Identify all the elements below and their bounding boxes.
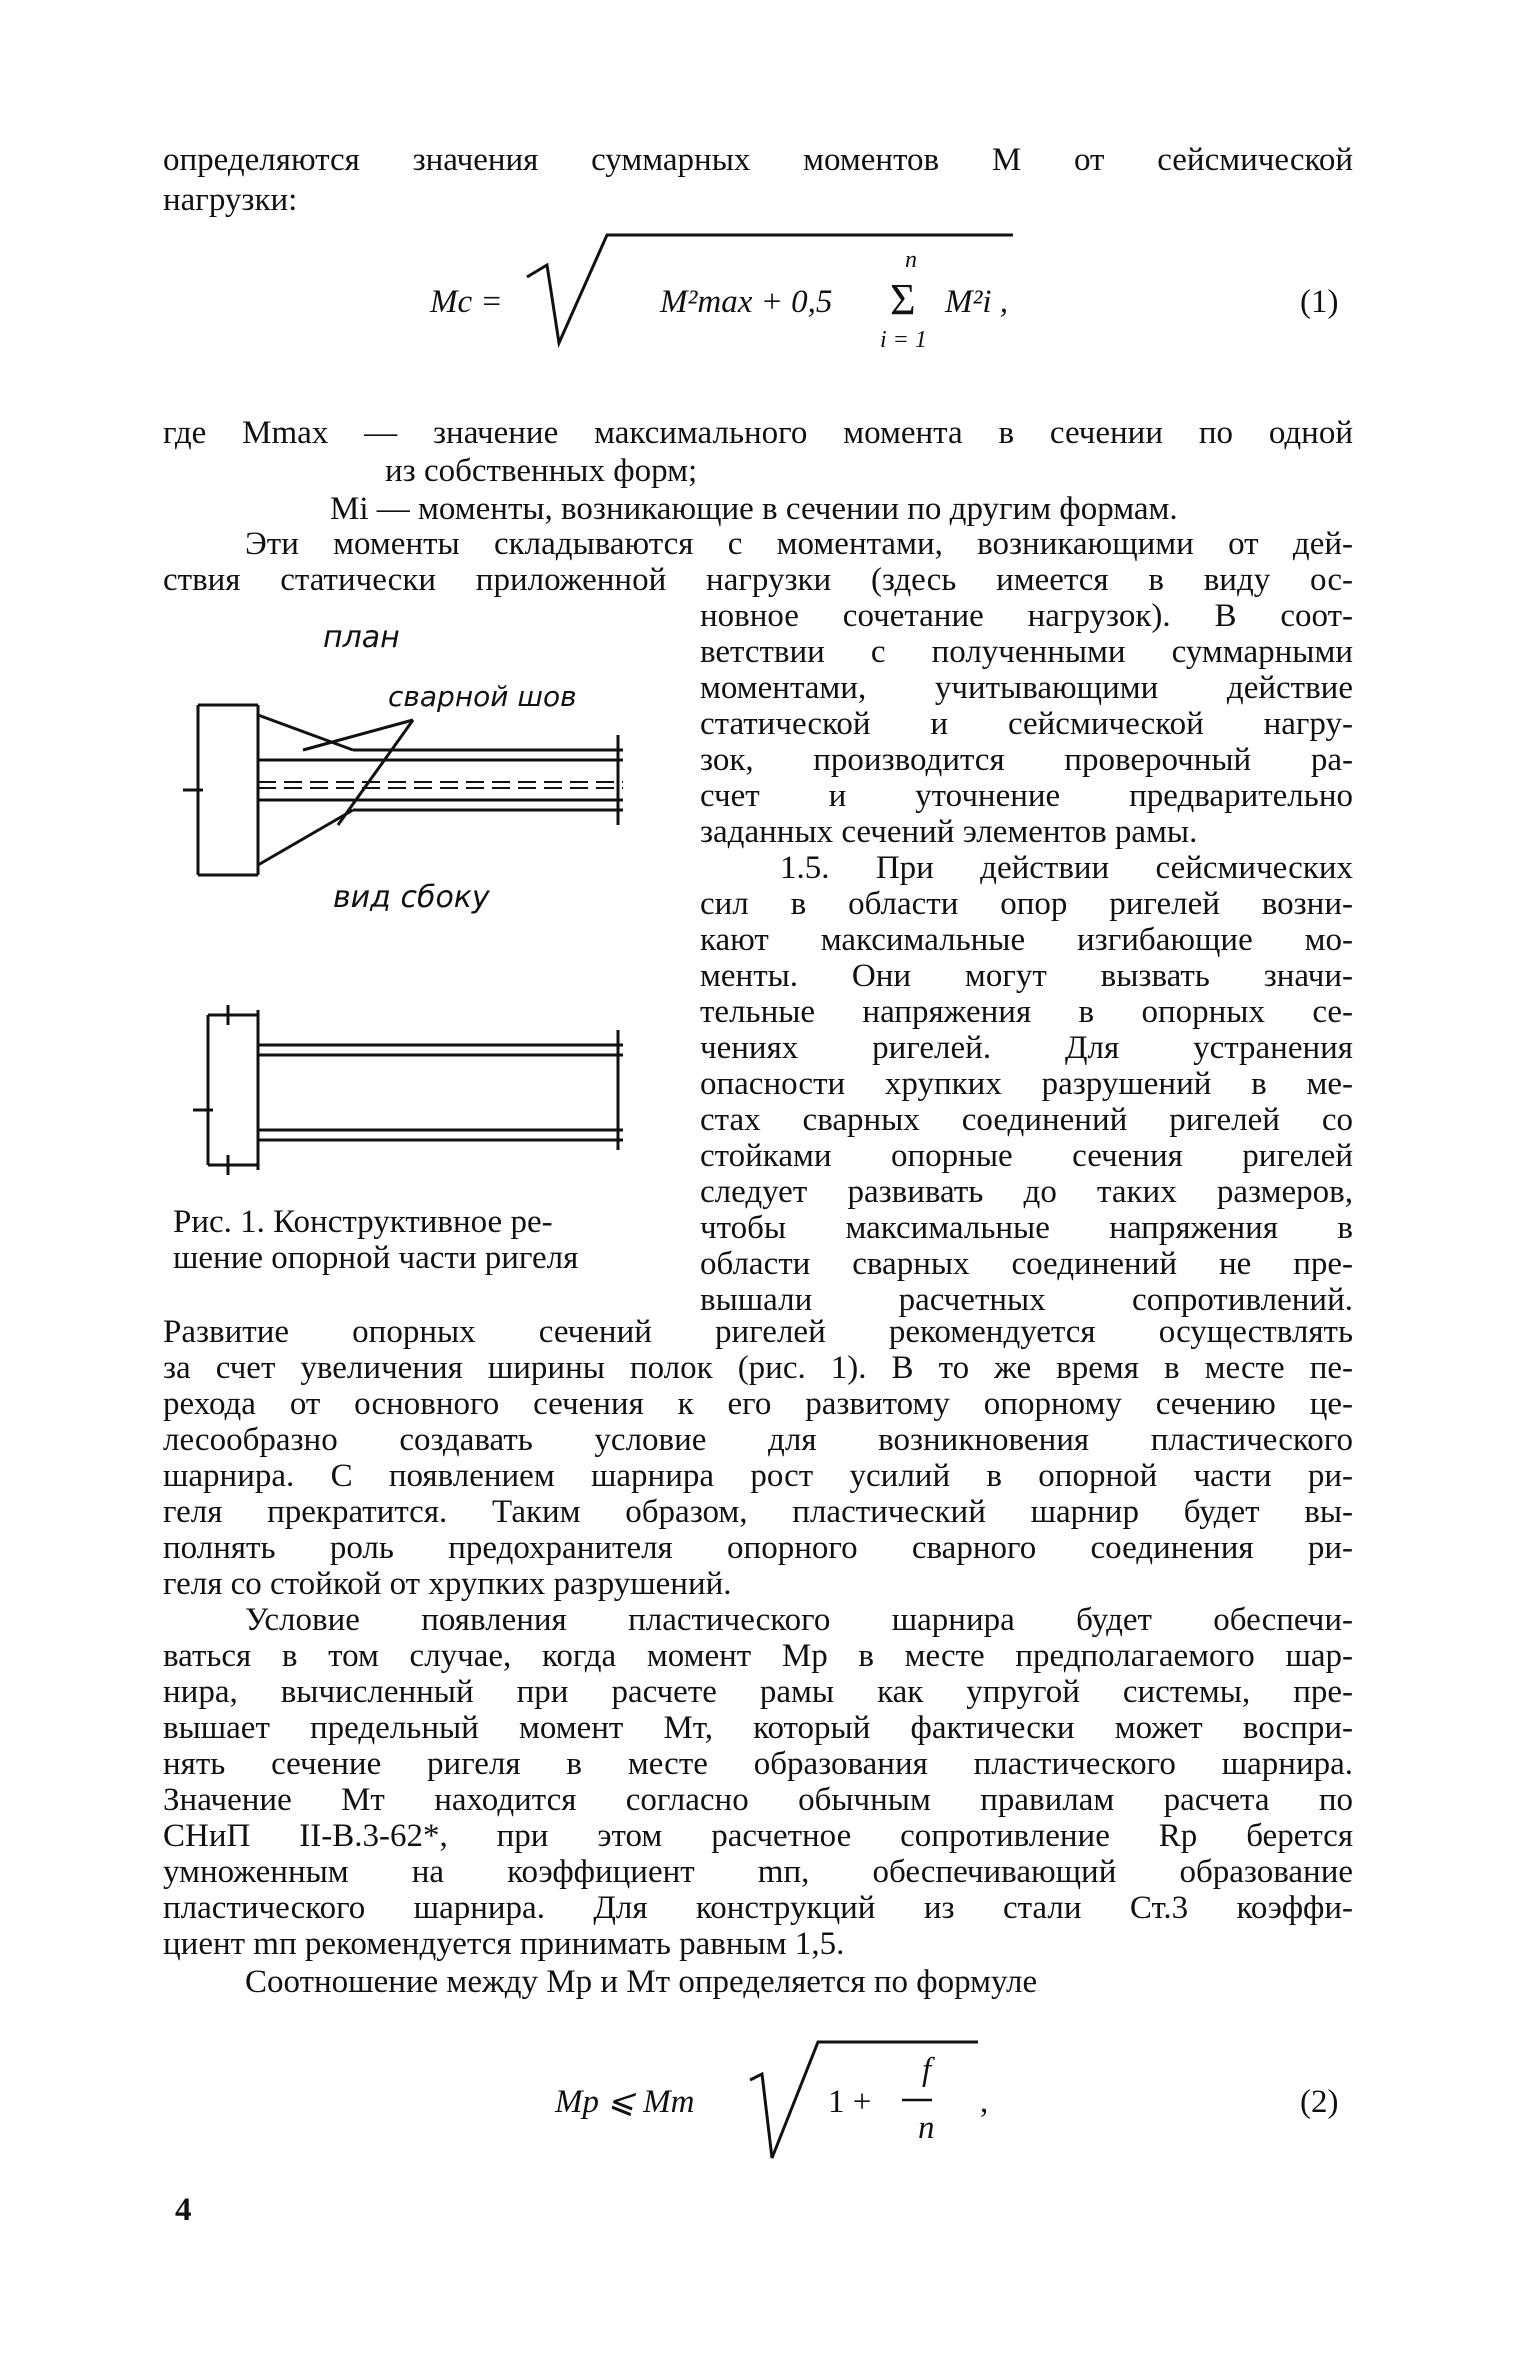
para2-line: за счет увеличения ширины полок (рис. 1). В то же время в месте пе- xyxy=(163,1350,1353,1386)
right-col-line: вышали расчетных сопротивлений. xyxy=(700,1282,1353,1318)
figure-1 xyxy=(163,610,683,1300)
beam-support-drawing xyxy=(163,610,683,1250)
label-plan: план xyxy=(323,620,400,655)
para2-line: геля прекратится. Таким образом, пластический шарнир будет вы- xyxy=(163,1494,1353,1530)
para3-line: умноженным на коэффициент mп, обеспечивающий образование xyxy=(163,1854,1353,1890)
label-weld: сварной шов xyxy=(388,680,577,713)
intro-line-2: нагрузки: xyxy=(163,182,298,218)
formula-2-one-plus: 1 + xyxy=(828,2084,872,2120)
formula-1-lhs: Mc = xyxy=(430,284,503,320)
right-col-line: менты. Они могут вызвать значи- xyxy=(700,958,1353,994)
formula-2-comma: , xyxy=(980,2084,989,2120)
right-col-line: счет и уточнение предварительно xyxy=(700,778,1353,814)
right-col-line: зок, производится проверочный ра- xyxy=(700,742,1353,778)
para2-line: полнять роль предохранителя опорного сварного соединения ри- xyxy=(163,1530,1353,1566)
right-col-line: моментами, учитывающими действие xyxy=(700,670,1353,706)
figure-caption-line-2: шение опорной части ригеля xyxy=(173,1240,579,1276)
right-col-line: ветствии с полученными суммарными xyxy=(700,634,1353,670)
formula-1-sum-upper: n xyxy=(905,247,917,273)
para3-line: ваться в том случае, когда момент Mp в месте предполагаемого шар- xyxy=(163,1638,1353,1674)
para3-line: вышает предельный момент Mт, который фактически может воспри- xyxy=(163,1710,1353,1746)
para3-line: СНиП II-В.3-62*, при этом расчетное сопротивление Rp берется xyxy=(163,1818,1353,1854)
side-view xyxy=(193,1005,623,1175)
section-1-5-heading-line: 1.5. При действии сейсмических xyxy=(780,850,1353,886)
formula-1-sum-symbol: Σ xyxy=(890,275,916,324)
formula-2-number: (2) xyxy=(1300,2084,1339,2120)
right-col-line: чениях ригелей. Для устранения xyxy=(700,1030,1353,1066)
para2-line: рехода от основного сечения к его развитому опорному сечению це- xyxy=(163,1386,1353,1422)
para2-line: лесообразно создавать условие для возникновения пластического xyxy=(163,1422,1353,1458)
formula-2 xyxy=(0,2030,1536,2170)
definition-mmax-cont: из собственных форм; xyxy=(385,453,698,489)
definition-mmax: где Mmax — значение максимального момента в сечении по одной xyxy=(163,415,1353,451)
right-col-line: сил в области опор ригелей возни- xyxy=(700,886,1353,922)
right-col-line: области сварных соединений не пре- xyxy=(700,1246,1353,1282)
para3-line: нира, вычисленный при расчете рамы как упругой системы, пре- xyxy=(163,1674,1353,1710)
para3-line: Условие появления пластического шарнира будет обеспечи- xyxy=(245,1602,1353,1638)
formula-1-number: (1) xyxy=(1300,284,1339,320)
right-col-line: чтобы максимальные напряжения в xyxy=(700,1210,1353,1246)
right-col-line: статической и сейсмической нагру- xyxy=(700,706,1353,742)
figure-caption-line-1: Рис. 1. Конструктивное ре- xyxy=(173,1204,553,1240)
para3-line: циент mп рекомендуется принимать равным 1,5. xyxy=(163,1926,845,1962)
para3-line: нять сечение ригеля в месте образования пластического шарнира. xyxy=(163,1746,1353,1782)
right-col-line: опасности хрупких разрушений в ме- xyxy=(700,1066,1353,1102)
right-col-line: заданных сечений элементов рамы. xyxy=(700,814,1198,850)
para2-line: Развитие опорных сечений ригелей рекомендуется осуществлять xyxy=(163,1314,1353,1350)
intro-line-1: определяются значения суммарных моментов М от сейсмической xyxy=(163,142,1353,178)
para2-line: шарнира. С появлением шарнира рост усилий в опорной части ри- xyxy=(163,1458,1353,1494)
formula-1-sum-lower: i = 1 xyxy=(880,327,927,353)
formula-1 xyxy=(0,220,1536,360)
definition-mi: Mi — моменты, возникающие в сечении по другим формам. xyxy=(330,491,1178,527)
para1-line-2: ствия статически приложенной нагрузки (здесь имеется в виду ос- xyxy=(163,562,1353,598)
para3-line: Значение Mт находится согласно обычным правилам расчета по xyxy=(163,1782,1353,1818)
right-col-line: кают максимальные изгибающие мо- xyxy=(700,922,1353,958)
formula-1-max-term: M²max + 0,5 xyxy=(660,284,833,320)
right-col-line: стах сварных соединений ригелей со xyxy=(700,1102,1353,1138)
right-col-line: стойками опорные сечения ригелей xyxy=(700,1138,1353,1174)
right-col-line: тельные напряжения в опорных се- xyxy=(700,994,1353,1030)
plan-view xyxy=(183,705,623,875)
formula-2-denominator: n xyxy=(918,2110,935,2146)
formula-1-sum-term: M²i , xyxy=(945,284,1009,320)
label-side-view: вид сбоку xyxy=(333,880,490,915)
para2-line: геля со стойкой от хрупких разрушений. xyxy=(163,1566,732,1602)
para3-line: пластического шарнира. Для конструкций из стали Ст.3 коэффи- xyxy=(163,1890,1353,1926)
page-number: 4 xyxy=(175,2192,192,2228)
right-col-line: следует развивать до таких размеров, xyxy=(700,1174,1353,1210)
formula-2-numerator: f xyxy=(922,2052,932,2088)
formula-2-lhs: Mp ⩽ Mт xyxy=(555,2084,695,2120)
para4-line: Соотношение между Mp и Mт определяется по формуле xyxy=(245,1964,1038,2000)
para1-line-1: Эти моменты складываются с моментами, возникающими от дей- xyxy=(245,526,1353,562)
right-col-line: новное сочетание нагрузок). В соот- xyxy=(700,598,1353,634)
